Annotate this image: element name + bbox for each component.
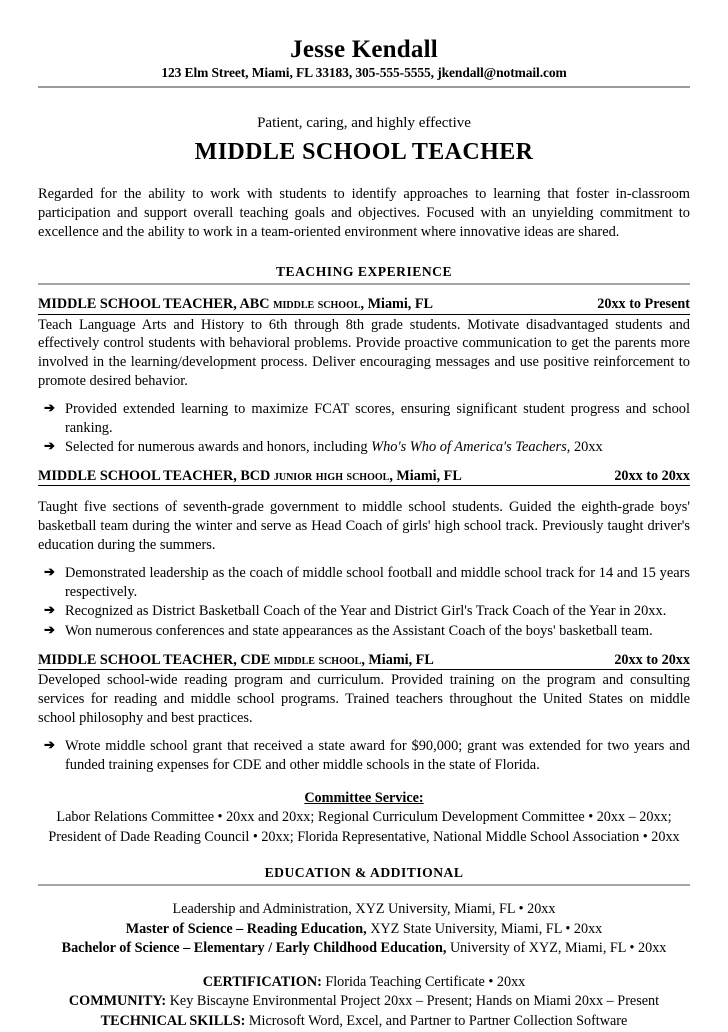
job-date: 20xx to Present — [597, 296, 690, 313]
job-date: 20xx to 20xx — [614, 468, 690, 485]
bullet-italic-phrase: Who's Who of America's Teachers — [371, 439, 567, 456]
additional-entry — [38, 973, 690, 993]
job-description: Developed school-wide reading program and curriculum. Provided training on the program and consulting services for reading and middle school programs. Trained teachers throughout the United States on middle school philosophy and best practices. — [38, 672, 690, 726]
committee-line-2: President of Dade Reading Council • 20xx; Florida Representative, National Middle School Association • 20xx — [48, 829, 680, 846]
job-description: Taught five sections of seventh-grade government to middle school students. Guided the eighth-grade boys' basketball team during the winter and serve as Head Coach of girls' high school track. Previously taught driver's education during the summers. — [38, 499, 690, 554]
job-bullet-item: ➔ Wrote middle school grant that received a state award for $90,000; grant was extended for two years and funded training expenses for CDE and other middle schools in the state of Florida. — [44, 736, 690, 773]
job-entry — [38, 652, 690, 774]
committee-line-1: Labor Relations Committee • 20xx and 20xx; Regional Curriculum Development Committee • 20xx – 20xx; — [56, 809, 672, 826]
job-header-row — [38, 652, 690, 670]
committee-heading: Committee Service: — [304, 790, 424, 807]
job-date: 20xx to 20xx — [614, 651, 690, 668]
contact-line: 123 Elm Street, Miami, FL 33183, 305-555-5555, jkendall@notmail.com — [161, 65, 567, 80]
job-employer-smallcaps: middle school — [273, 651, 362, 668]
education-divider — [38, 884, 690, 886]
tagline: Patient, caring, and highly effective — [257, 114, 471, 131]
additional-entry — [38, 992, 690, 1012]
job-title: MIDDLE SCHOOL TEACHER, ABC middle school, Miami, FL — [38, 296, 434, 313]
job-header-row — [38, 468, 690, 486]
job-employer-smallcaps: middle school — [273, 296, 361, 313]
additional-label: COMMUNITY: — [68, 993, 167, 1010]
degree-name: Bachelor of Science – Elementary / Early Childhood Education, — [61, 940, 447, 957]
institution-detail: XYZ State University, Miami, FL • 20xx — [366, 920, 603, 937]
institution-detail: University of XYZ, Miami, FL • 20xx — [446, 940, 667, 957]
arrow-bullet-icon: ➔ — [44, 736, 55, 752]
job-bullet-list — [38, 400, 690, 457]
job-list — [38, 296, 690, 774]
job-header-row — [38, 296, 690, 314]
education-list — [38, 900, 690, 959]
committee-service-block — [38, 790, 690, 847]
arrow-bullet-icon: ➔ — [44, 602, 55, 618]
candidate-name: Jesse Kendall — [290, 36, 438, 63]
resume-header — [38, 36, 690, 88]
job-entry — [38, 296, 690, 457]
professional-summary: Regarded for the ability to work with students to identify approaches to learning that foster in-classroom participation and support overall teaching goals and objectives. Focused with an unyielding commitment to excellence and the ability to work in a team-oriented environment where innovative ideas are shared. — [38, 186, 690, 241]
job-title: MIDDLE SCHOOL TEACHER, BCD junior high school, Miami, FL — [38, 468, 462, 485]
degree-name: Master of Science – Reading Education, — [125, 920, 367, 937]
section-heading-experience: TEACHING EXPERIENCE — [275, 264, 453, 280]
experience-divider — [38, 283, 690, 285]
job-employer-smallcaps: junior high school — [273, 468, 390, 485]
education-entry — [38, 939, 690, 959]
section-heading-education: EDUCATION & ADDITIONAL — [264, 864, 464, 880]
arrow-bullet-icon: ➔ — [44, 622, 55, 638]
arrow-bullet-icon: ➔ — [44, 399, 55, 415]
job-bullet-item: ➔ Selected for numerous awards and honors, including Who's Who of America's Teachers, 20xx — [44, 438, 603, 456]
additional-label: TECHNICAL SKILLS: — [100, 1012, 246, 1029]
job-bullet-list — [38, 737, 690, 774]
additional-value: Florida Teaching Certificate • 20xx — [321, 973, 526, 990]
additional-value: Microsoft Word, Excel, and Partner to Partner Collection Software — [245, 1012, 628, 1029]
job-bullet-item: ➔ Won numerous conferences and state appearances as the Assistant Coach of the boys' basketball team. — [44, 622, 653, 640]
header-divider — [38, 86, 690, 88]
additional-entry — [38, 1012, 690, 1032]
arrow-bullet-icon: ➔ — [44, 438, 55, 454]
target-job-title: MIDDLE SCHOOL TEACHER — [194, 139, 534, 166]
institution-detail: Leadership and Administration, XYZ University, Miami, FL • 20xx — [172, 900, 556, 917]
job-bullet-item: ➔ Provided extended learning to maximize FCAT scores, ensuring significant student progress and school ranking. — [44, 399, 690, 436]
job-bullet-list — [38, 564, 690, 641]
education-entry — [38, 920, 690, 940]
education-entry — [38, 900, 690, 920]
objective-block — [38, 114, 690, 242]
job-description: Teach Language Arts and History to 6th through 8th grade students. Motivate disadvantaged students and effectively control students with behavioral problems. Provide proactive communication to get the parents more involved in the learning/development process. Deliver encouraging messages and use positive reinforcement to promote desired behavior. — [38, 316, 690, 390]
additional-list — [38, 973, 690, 1032]
job-bullet-item: ➔ Recognized as District Basketball Coach of the Year and District Girl's Track Coach of the Year in 20xx. — [44, 602, 667, 620]
experience-section — [38, 264, 690, 774]
education-section — [38, 865, 690, 1032]
additional-label: CERTIFICATION: — [202, 973, 322, 990]
job-bullet-item: ➔ Demonstrated leadership as the coach of middle school football and middle school track for 14 and 15 years respectively. — [44, 564, 690, 600]
job-entry — [38, 468, 690, 641]
arrow-bullet-icon: ➔ — [44, 564, 55, 580]
additional-value: Key Biscayne Environmental Project 20xx – Present; Hands on Miami 20xx – Present — [166, 993, 660, 1010]
job-title: MIDDLE SCHOOL TEACHER, CDE middle school, Miami, FL — [38, 651, 434, 668]
